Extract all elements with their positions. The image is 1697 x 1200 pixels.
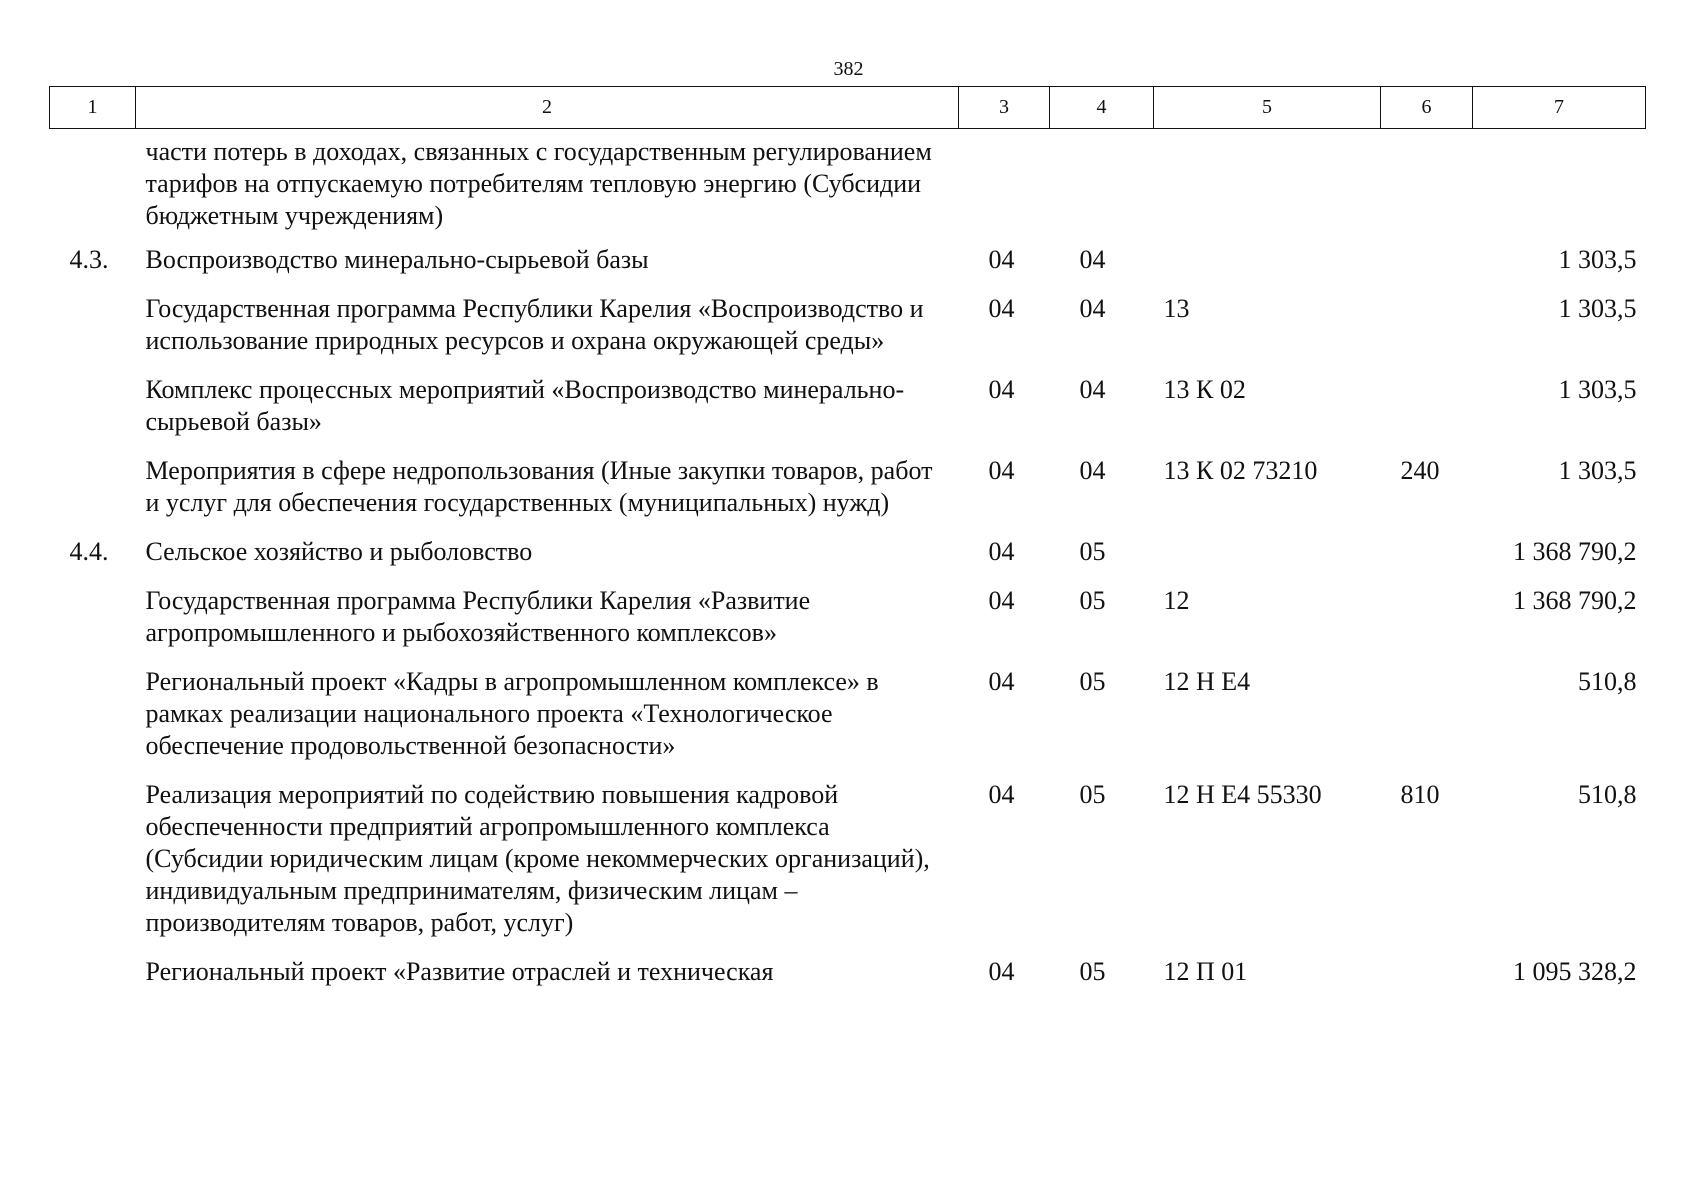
- row-subsection: 04: [1079, 245, 1106, 274]
- header-col-3: 3: [959, 87, 1050, 129]
- row-name: Комплекс процессных мероприятий «Воспроизводство минерально-сырьевой базы»: [145, 375, 905, 436]
- table-row: [50, 374, 1646, 455]
- row-target-code: 13 К 02 73210: [1163, 456, 1318, 485]
- row-subsection: 05: [1079, 780, 1106, 809]
- row-target-code: 12 Н Е4: [1163, 667, 1251, 696]
- row-expense-type: [1381, 666, 1473, 779]
- row-name: Региональный проект «Кадры в агропромышленном комплексе» в рамках реализации национального проекта «Технологическое обеспечение продовольственной безопасности»: [145, 667, 879, 760]
- row-expense-type: 240: [1400, 456, 1440, 485]
- row-section: 04: [988, 957, 1015, 986]
- row-number: [50, 956, 136, 1005]
- row-name: Воспроизводство минерально-сырьевой базы: [145, 245, 649, 274]
- row-number: [50, 374, 136, 455]
- table-row: [50, 244, 1646, 293]
- header-col-2: 2: [136, 87, 959, 129]
- header-col-5: 5: [1154, 87, 1381, 129]
- row-name: Мероприятия в сфере недропользования (Иные закупки товаров, работ и услуг для обеспечения государственных (муниципальных) нужд): [145, 456, 933, 517]
- row-target-code: 12 П 01: [1163, 957, 1248, 986]
- row-amount: 1 303,5: [1558, 294, 1637, 323]
- table-row: [50, 293, 1646, 374]
- row-amount: 1 368 790,2: [1513, 586, 1637, 615]
- table-row: [50, 779, 1646, 956]
- row-name: Государственная программа Республики Карелия «Развитие агропромышленного и рыбохозяйственного комплексов»: [145, 586, 811, 647]
- row-expense-type: [1381, 244, 1473, 293]
- header-col-4: 4: [1050, 87, 1154, 129]
- row-target-code: [1154, 129, 1381, 245]
- row-amount: [1473, 129, 1646, 245]
- budget-table: [49, 86, 1646, 1005]
- row-expense-type: [1381, 293, 1473, 374]
- table-row: [50, 129, 1646, 245]
- row-subsection: 05: [1079, 586, 1106, 615]
- row-section: 04: [988, 586, 1015, 615]
- row-name: Реализация мероприятий по содействию повышения кадровой обеспеченности предприятий агропромышленного комплекса (Субсидии юридическим лицам (кроме некоммерческих организаций), индивидуальным предпринимателям, физическим лицам – производителям товаров, работ, услуг): [145, 780, 930, 937]
- table-row: [50, 666, 1646, 779]
- row-number: [50, 129, 136, 245]
- row-subsection: 04: [1079, 294, 1106, 323]
- header-row: [50, 87, 1646, 129]
- page-number: 382: [833, 58, 864, 80]
- row-target-code: [1154, 536, 1381, 585]
- row-expense-type: [1381, 536, 1473, 585]
- row-number: [50, 585, 136, 666]
- row-number: [50, 293, 136, 374]
- row-subsection: [1050, 129, 1154, 245]
- row-section: 04: [988, 780, 1015, 809]
- row-expense-type: [1381, 585, 1473, 666]
- table-body: [50, 129, 1646, 1006]
- row-amount: 510,8: [1578, 780, 1637, 809]
- row-section: 04: [988, 667, 1015, 696]
- table-header: [50, 87, 1646, 129]
- row-number: [50, 779, 136, 956]
- row-number: 4.4.: [69, 537, 109, 566]
- row-number: [50, 455, 136, 536]
- row-subsection: 05: [1079, 957, 1106, 986]
- header-col-7: 7: [1473, 87, 1646, 129]
- header-col-6: 6: [1381, 87, 1473, 129]
- row-section: 04: [988, 375, 1015, 404]
- row-section: 04: [988, 537, 1015, 566]
- row-number: 4.3.: [69, 245, 109, 274]
- row-target-code: 12: [1163, 586, 1190, 615]
- row-expense-type: [1381, 129, 1473, 245]
- table-row: [50, 956, 1646, 1005]
- row-amount: 510,8: [1578, 667, 1637, 696]
- row-number: [50, 666, 136, 779]
- row-amount: 1 368 790,2: [1513, 537, 1637, 566]
- row-section: 04: [988, 294, 1015, 323]
- table-row: [50, 585, 1646, 666]
- row-target-code: 12 Н Е4 55330: [1163, 780, 1322, 809]
- table-row: [50, 536, 1646, 585]
- row-subsection: 04: [1079, 375, 1106, 404]
- row-name: Государственная программа Республики Карелия «Воспроизводство и использование природных ресурсов и охрана окружающей среды»: [145, 294, 924, 355]
- row-subsection: 04: [1079, 456, 1106, 485]
- row-section: 04: [988, 456, 1015, 485]
- row-subsection: 05: [1079, 667, 1106, 696]
- header-col-1: 1: [50, 87, 136, 129]
- row-subsection: 05: [1079, 537, 1106, 566]
- row-amount: 1 303,5: [1558, 375, 1637, 404]
- row-name: Сельское хозяйство и рыболовство: [145, 537, 533, 566]
- row-expense-type: [1381, 374, 1473, 455]
- row-expense-type: 810: [1400, 780, 1440, 809]
- row-target-code: [1154, 244, 1381, 293]
- row-section: 04: [988, 245, 1015, 274]
- row-amount: 1 303,5: [1558, 245, 1637, 274]
- row-section: [959, 129, 1050, 245]
- row-expense-type: [1381, 956, 1473, 1005]
- row-amount: 1 303,5: [1558, 456, 1637, 485]
- row-name: Региональный проект «Развитие отраслей и техническая: [145, 957, 774, 986]
- table-row: [50, 455, 1646, 536]
- row-target-code: 13: [1163, 294, 1190, 323]
- row-target-code: 13 К 02: [1163, 375, 1246, 404]
- row-name: части потерь в доходах, связанных с государственным регулированием тарифов на отпускаемую потребителям тепловую энергию (Субсидии бюджетным учреждениям): [145, 137, 932, 230]
- row-amount: 1 095 328,2: [1513, 957, 1637, 986]
